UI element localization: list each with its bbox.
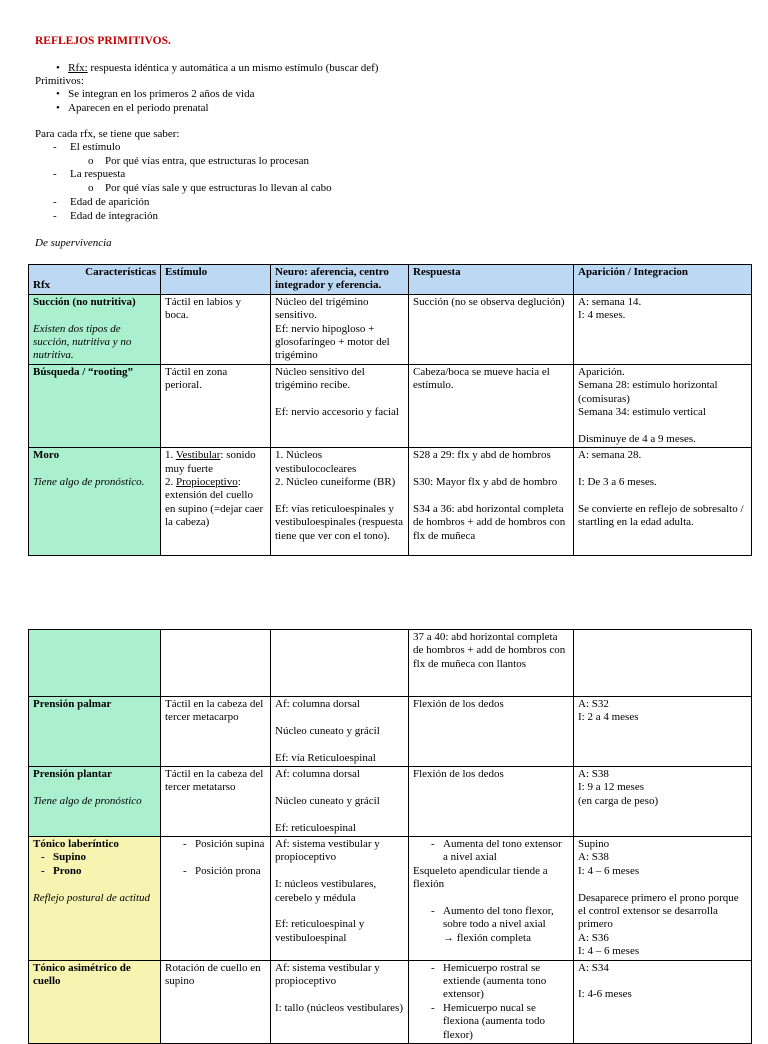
neuro-cell: Af: sistema vestibular y propioceptivo I: núcleos vestibulares, cerebelo y médula Ef: reticuloespinal y vestibuloespinal [271,837,409,961]
reflex-name-cell: Búsqueda / “rooting” [29,364,161,447]
page-title: REFLEJOS PRIMITIVOS. [35,35,171,47]
aparicion-cell: A: S32 I: 2 a 4 meses [574,697,752,767]
neuro-cell: Af: columna dorsal Núcleo cuneato y grácil Ef: vía Reticuloespinal [271,697,409,767]
primitivos-item: • Aparecen en el periodo prenatal [56,102,209,114]
estimulo-cell: Táctil en la cabeza del tercer metatarso [161,767,271,837]
saber-item: - Edad de aparición [53,196,150,208]
header-corner: Características Rfx [29,265,161,295]
reflex-name-cell: Tónico laberíntico - Supino - Prono Reflejo postural de actitud [29,837,161,961]
table-row [29,767,752,837]
header-neuro: Neuro: aferencia, centro integrador y eferencia. [271,265,409,295]
aparicion-cell [574,630,752,697]
respuesta-cell: Succión (no se observa deglución) [409,294,574,364]
section-heading: De supervivencia [35,237,112,249]
table-row [29,697,752,767]
reflex-name-cell: Moro Tiene algo de pronóstico. [29,448,161,556]
estimulo-cell [161,630,271,697]
bullet-icon: • [56,102,60,114]
saber-item: - Edad de integración [53,210,158,222]
estimulo-cell: Táctil en la cabeza del tercer metacarpo [161,697,271,767]
header-estimulo: Estímulo [161,265,271,295]
aparicion-cell: Aparición. Semana 28: estímulo horizontal (comisuras) Semana 34: estimulo vertical Disminuye de 4 a 9 meses. [574,364,752,447]
neuro-cell: Af: sistema vestibular y propioceptivo I: tallo (núcleos vestibulares) [271,960,409,1043]
reflex-name-cell: Prensión plantar Tiene algo de pronóstico [29,767,161,837]
respuesta-cell: Cabeza/boca se mueve hacia el estímulo. [409,364,574,447]
saber-item: - La respuesta [53,168,126,180]
reflex-name-cell: Tónico asimétrico de cuello [29,960,161,1043]
respuesta-cell: 37 a 40: abd horizontal completa de hombros + add de hombros con flx de muñeca con llantos [409,630,574,697]
definition-term: Rfx: [68,62,88,74]
aparicion-cell: A: S38 I: 9 a 12 meses (en carga de peso) [574,767,752,837]
saber-item: - El estímulo [53,141,121,153]
aparicion-cell: A: semana 14. I: 4 meses. [574,294,752,364]
reflex-table-1 [28,264,752,556]
respuesta-cell: - Hemicuerpo rostral se extiende (aumenta tono extensor) - Hemicuerpo nucal se flexiona (aumenta todo flexor) [409,960,574,1043]
neuro-cell: Núcleo sensitivo del trigémino recibe. Ef: nervio accesorio y facial [271,364,409,447]
reflex-name-cell [29,630,161,697]
reflex-table-2 [28,629,752,1044]
primitivos-label: Primitivos: [35,75,84,87]
respuesta-cell: Flexión de los dedos [409,697,574,767]
reflex-name-cell: Prensión palmar [29,697,161,767]
saber-subitem: o Por qué vías sale y que estructuras lo llevan al cabo [88,182,332,194]
table-row [29,294,752,364]
header-respuesta: Respuesta [409,265,574,295]
estimulo-cell: Rotación de cuello en supino [161,960,271,1043]
neuro-cell [271,630,409,697]
primitivos-item: • Se integran en los primeros 2 años de vida [56,88,255,100]
bullet-icon: • [56,62,60,74]
header-aparicion: Aparición / Integracion [574,265,752,295]
saber-subitem: o Por qué vías entra, que estructuras lo procesan [88,155,310,167]
table-row [29,448,752,556]
aparicion-cell: Supino A: S38 I: 4 – 6 meses Desaparece primero el prono porque el control extensor se desarrolla primero A: S36 I: 4 – 6 meses [574,837,752,961]
estimulo-cell: 1. Vestibular: sonido muy fuerte 2. Propioceptivo: extensión del cuello en supino (=dejar caer la cabeza) [161,448,271,556]
aparicion-cell: A: semana 28. I: De 3 a 6 meses. Se convierte en reflejo de sobresalto / startling en la edad adulta. [574,448,752,556]
estimulo-cell: Táctil en labios y boca. [161,294,271,364]
neuro-cell: 1. Núcleos vestibulococleares 2. Núcleo cuneiforme (BR) Ef: vías reticuloespinales y vestibuloespinales (respuesta tiene que ver con el tono). [271,448,409,556]
neuro-cell: Af: columna dorsal Núcleo cuneato y grácil Ef: reticuloespinal [271,767,409,837]
table-row [29,364,752,447]
aparicion-cell: A: S34 I: 4-6 meses [574,960,752,1043]
table-header-row [29,265,752,295]
respuesta-cell: - Aumenta del tono extensor a nivel axial Esqueleto apendicular tiende a flexión - Aumento del tono flexor, sobre todo a nivel axial → flexión completa [409,837,574,961]
respuesta-cell: Flexión de los dedos [409,767,574,837]
bullet-icon: • [56,88,60,100]
estimulo-cell: Táctil en zona perioral. [161,364,271,447]
definition-text: respuesta idéntica y automática a un mismo estímulo (buscar def) [87,62,379,74]
definition-item [56,62,378,75]
table-row [29,837,752,961]
respuesta-cell: S28 a 29: flx y abd de hombros S30: Mayor flx y abd de hombro S34 a 36: abd horizontal completa de hombros + add de hombros con flx de muñeca [409,448,574,556]
table-row [29,960,752,1043]
reflex-name-cell: Succión (no nutritiva) Existen dos tipos de succión, nutritiva y no nutritiva. [29,294,161,364]
para-cada-text: Para cada rfx, se tiene que saber: [35,128,180,140]
table-row [29,630,752,697]
neuro-cell: Núcleo del trigémino sensitivo. Ef: nervio hipogloso + glosofaríngeo + motor del trigémino [271,294,409,364]
estimulo-cell: - Posición supina - Posición prona [161,837,271,961]
